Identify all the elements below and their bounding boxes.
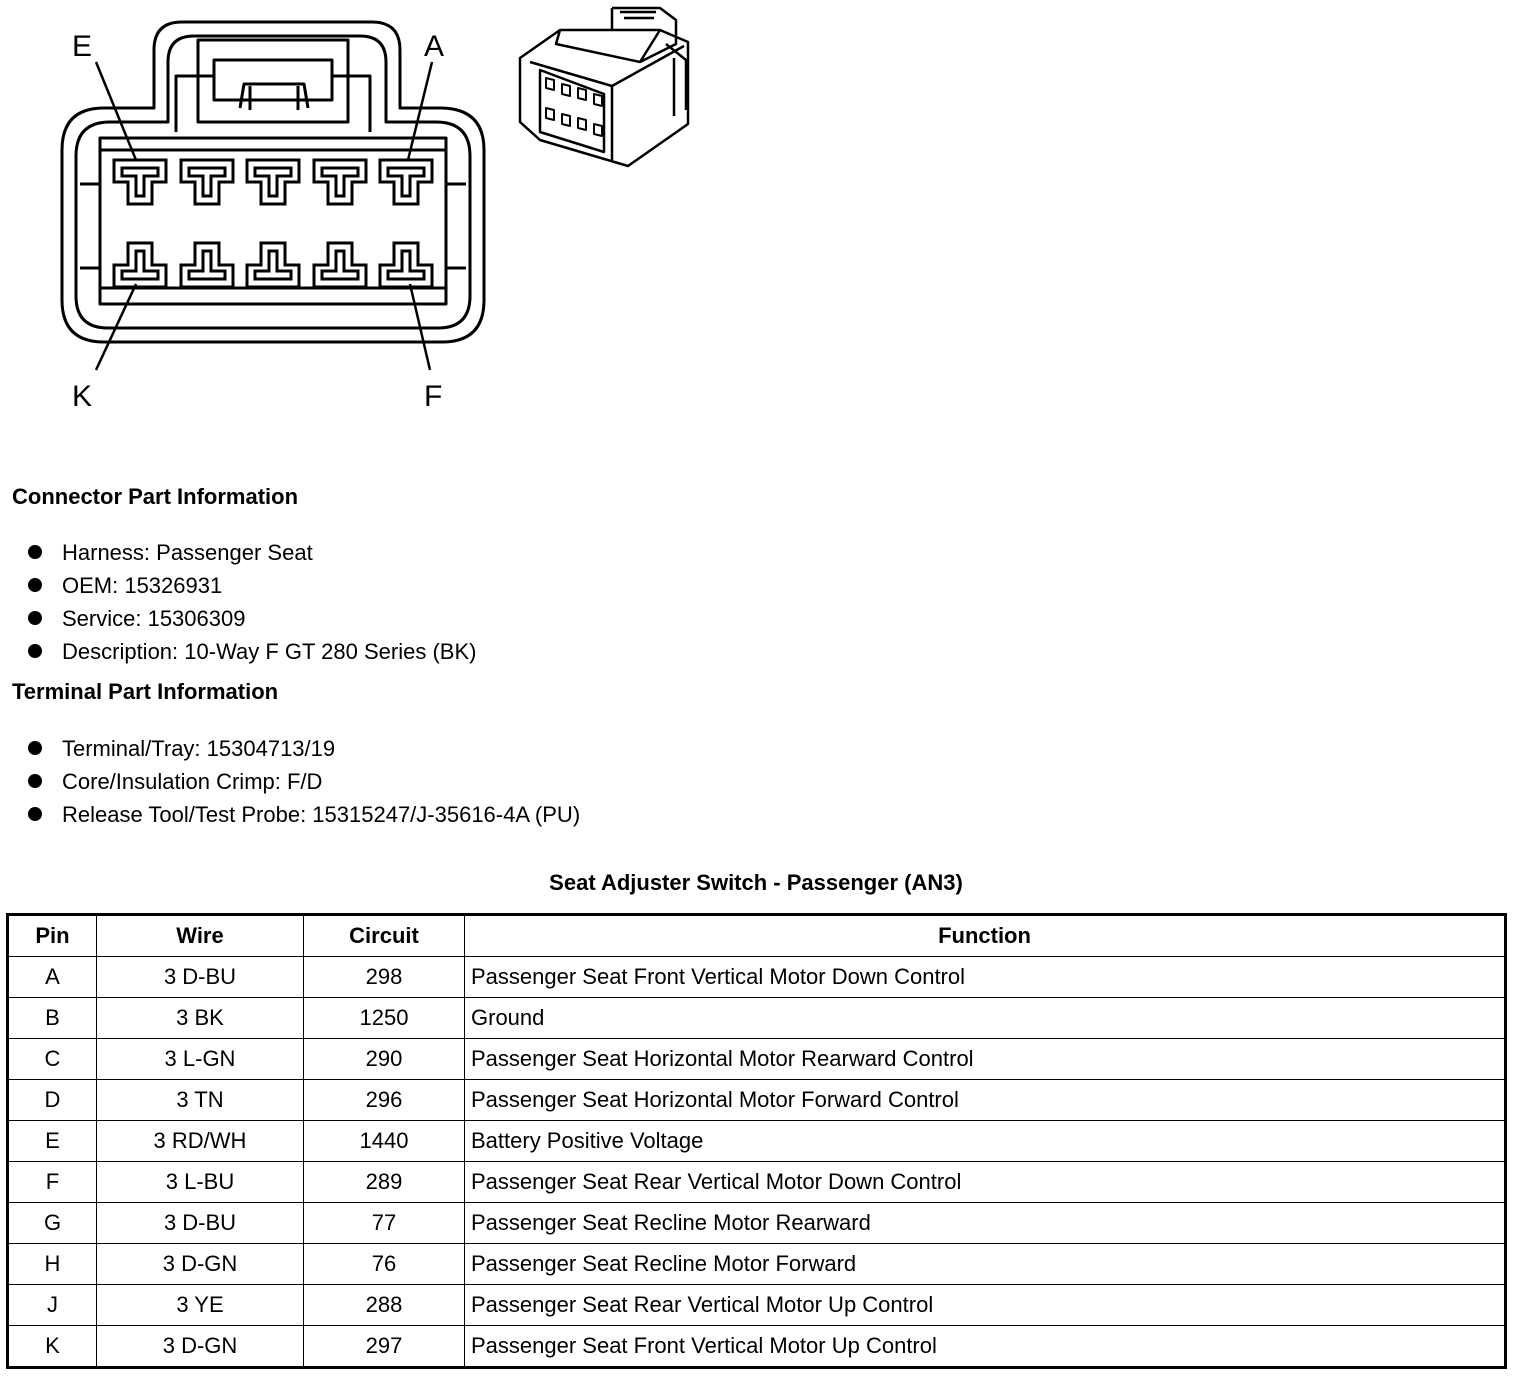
cell-pin: B (8, 998, 97, 1039)
cell-pin: F (8, 1162, 97, 1203)
cell-circuit: 289 (304, 1162, 465, 1203)
connector-isometric-view (520, 8, 688, 166)
connector-diagram (0, 0, 720, 420)
cell-circuit: 1440 (304, 1121, 465, 1162)
cell-circuit: 297 (304, 1326, 465, 1368)
pin-label-a: A (424, 30, 445, 63)
cell-pin: E (8, 1121, 97, 1162)
cell-function: Passenger Seat Horizontal Motor Forward Control (465, 1080, 1506, 1121)
table-row (8, 1162, 1506, 1203)
cell-wire: 3 RD/WH (97, 1121, 304, 1162)
header-wire: Wire (97, 915, 304, 957)
info-item (28, 732, 580, 765)
table-title: Seat Adjuster Switch - Passenger (AN3) (549, 870, 963, 895)
connector-info-title: Connector Part Information (12, 484, 299, 509)
info-item-text: Description: 10-Way F GT 280 Series (BK) (62, 639, 477, 664)
cell-function: Ground (465, 998, 1506, 1039)
cell-function: Passenger Seat Horizontal Motor Rearward Control (465, 1039, 1506, 1080)
cell-circuit: 76 (304, 1244, 465, 1285)
table-row (8, 998, 1506, 1039)
cell-wire: 3 TN (97, 1080, 304, 1121)
info-item (28, 569, 476, 602)
terminal-info-list (28, 732, 580, 831)
table-row (8, 1244, 1506, 1285)
cell-circuit: 298 (304, 957, 465, 998)
table-header-row (8, 915, 1506, 957)
bullet-icon (28, 578, 42, 592)
cell-wire: 3 D-GN (97, 1326, 304, 1368)
cell-wire: 3 D-BU (97, 957, 304, 998)
info-item-text: Release Tool/Test Probe: 15315247/J-35616-4A (PU) (62, 802, 581, 827)
table-row (8, 1039, 1506, 1080)
pin-label-e: E (72, 30, 93, 63)
pinout-table (6, 913, 1507, 1369)
cell-pin: G (8, 1203, 97, 1244)
cell-circuit: 296 (304, 1080, 465, 1121)
bullet-icon (28, 807, 42, 821)
table-row (8, 1326, 1506, 1368)
cell-circuit: 77 (304, 1203, 465, 1244)
cell-wire: 3 D-BU (97, 1203, 304, 1244)
bullet-icon (28, 741, 42, 755)
info-item-text: Harness: Passenger Seat (62, 540, 313, 565)
cell-function: Battery Positive Voltage (465, 1121, 1506, 1162)
table-row (8, 1203, 1506, 1244)
table-row (8, 1285, 1506, 1326)
cell-pin: C (8, 1039, 97, 1080)
info-item-text: OEM: 15326931 (62, 573, 223, 598)
cell-wire: 3 L-GN (97, 1039, 304, 1080)
cell-wire: 3 L-BU (97, 1162, 304, 1203)
bullet-icon (28, 644, 42, 658)
cell-circuit: 288 (304, 1285, 465, 1326)
cell-circuit: 290 (304, 1039, 465, 1080)
info-item-text: Service: 15306309 (62, 606, 246, 631)
terminal-info-title: Terminal Part Information (12, 679, 279, 704)
pin-label-f: F (424, 380, 443, 413)
table-row (8, 957, 1506, 998)
bullet-icon (28, 774, 42, 788)
cell-wire: 3 YE (97, 1285, 304, 1326)
cell-pin: D (8, 1080, 97, 1121)
connector-info-list (28, 536, 476, 668)
table-row (8, 1121, 1506, 1162)
info-item (28, 765, 580, 798)
cell-function: Passenger Seat Front Vertical Motor Up Control (465, 1326, 1506, 1368)
bullet-icon (28, 611, 42, 625)
header-circuit: Circuit (304, 915, 465, 957)
bullet-icon (28, 545, 42, 559)
info-item (28, 635, 476, 668)
cell-function: Passenger Seat Rear Vertical Motor Up Control (465, 1285, 1506, 1326)
header-function: Function (465, 915, 1506, 957)
cell-circuit: 1250 (304, 998, 465, 1039)
header-pin: Pin (8, 915, 97, 957)
pin-label-k: K (72, 380, 93, 413)
cell-function: Passenger Seat Recline Motor Forward (465, 1244, 1506, 1285)
cell-function: Passenger Seat Recline Motor Rearward (465, 1203, 1506, 1244)
table-row (8, 1080, 1506, 1121)
cell-pin: J (8, 1285, 97, 1326)
cell-wire: 3 BK (97, 998, 304, 1039)
info-item (28, 536, 476, 569)
cell-pin: A (8, 957, 97, 998)
info-item (28, 602, 476, 635)
info-item-text: Terminal/Tray: 15304713/19 (62, 736, 336, 761)
cell-wire: 3 D-GN (97, 1244, 304, 1285)
cell-pin: K (8, 1326, 97, 1368)
info-item-text: Core/Insulation Crimp: F/D (62, 769, 323, 794)
cell-function: Passenger Seat Front Vertical Motor Down Control (465, 957, 1506, 998)
info-item (28, 798, 580, 831)
cell-pin: H (8, 1244, 97, 1285)
cell-function: Passenger Seat Rear Vertical Motor Down Control (465, 1162, 1506, 1203)
